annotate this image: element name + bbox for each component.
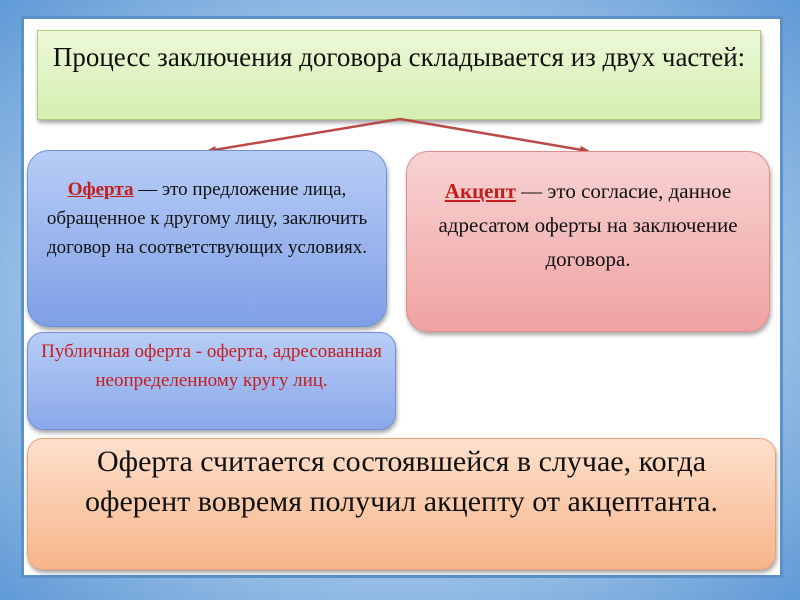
arrow-left (208, 119, 400, 151)
conclusion-text: Оферта считается состоявшейся в случае, когда оферент вовремя получил акцепту от акцептанта. (85, 445, 718, 518)
oferta-definition: — это предложение лица, обращенное к другому лицу, заключить договор на соответствующих условиях. (46, 179, 368, 258)
conclusion-box (27, 438, 776, 570)
akcept-definition: — это согласие, данное адресатом оферты на заключение договора. (438, 179, 738, 271)
public-offer-text: Публичная оферта - оферта, адресованная неопределенному кругу лиц. (41, 341, 382, 391)
slide-title: Процесс заключения договора складывается из двух частей: (52, 42, 746, 72)
public-offer-box (27, 332, 396, 430)
akcept-term: Акцепт (444, 179, 516, 203)
arrow-right (400, 119, 588, 151)
oferta-term: Оферта (67, 179, 134, 200)
akcept-box (406, 151, 770, 332)
oferta-box (27, 150, 387, 327)
